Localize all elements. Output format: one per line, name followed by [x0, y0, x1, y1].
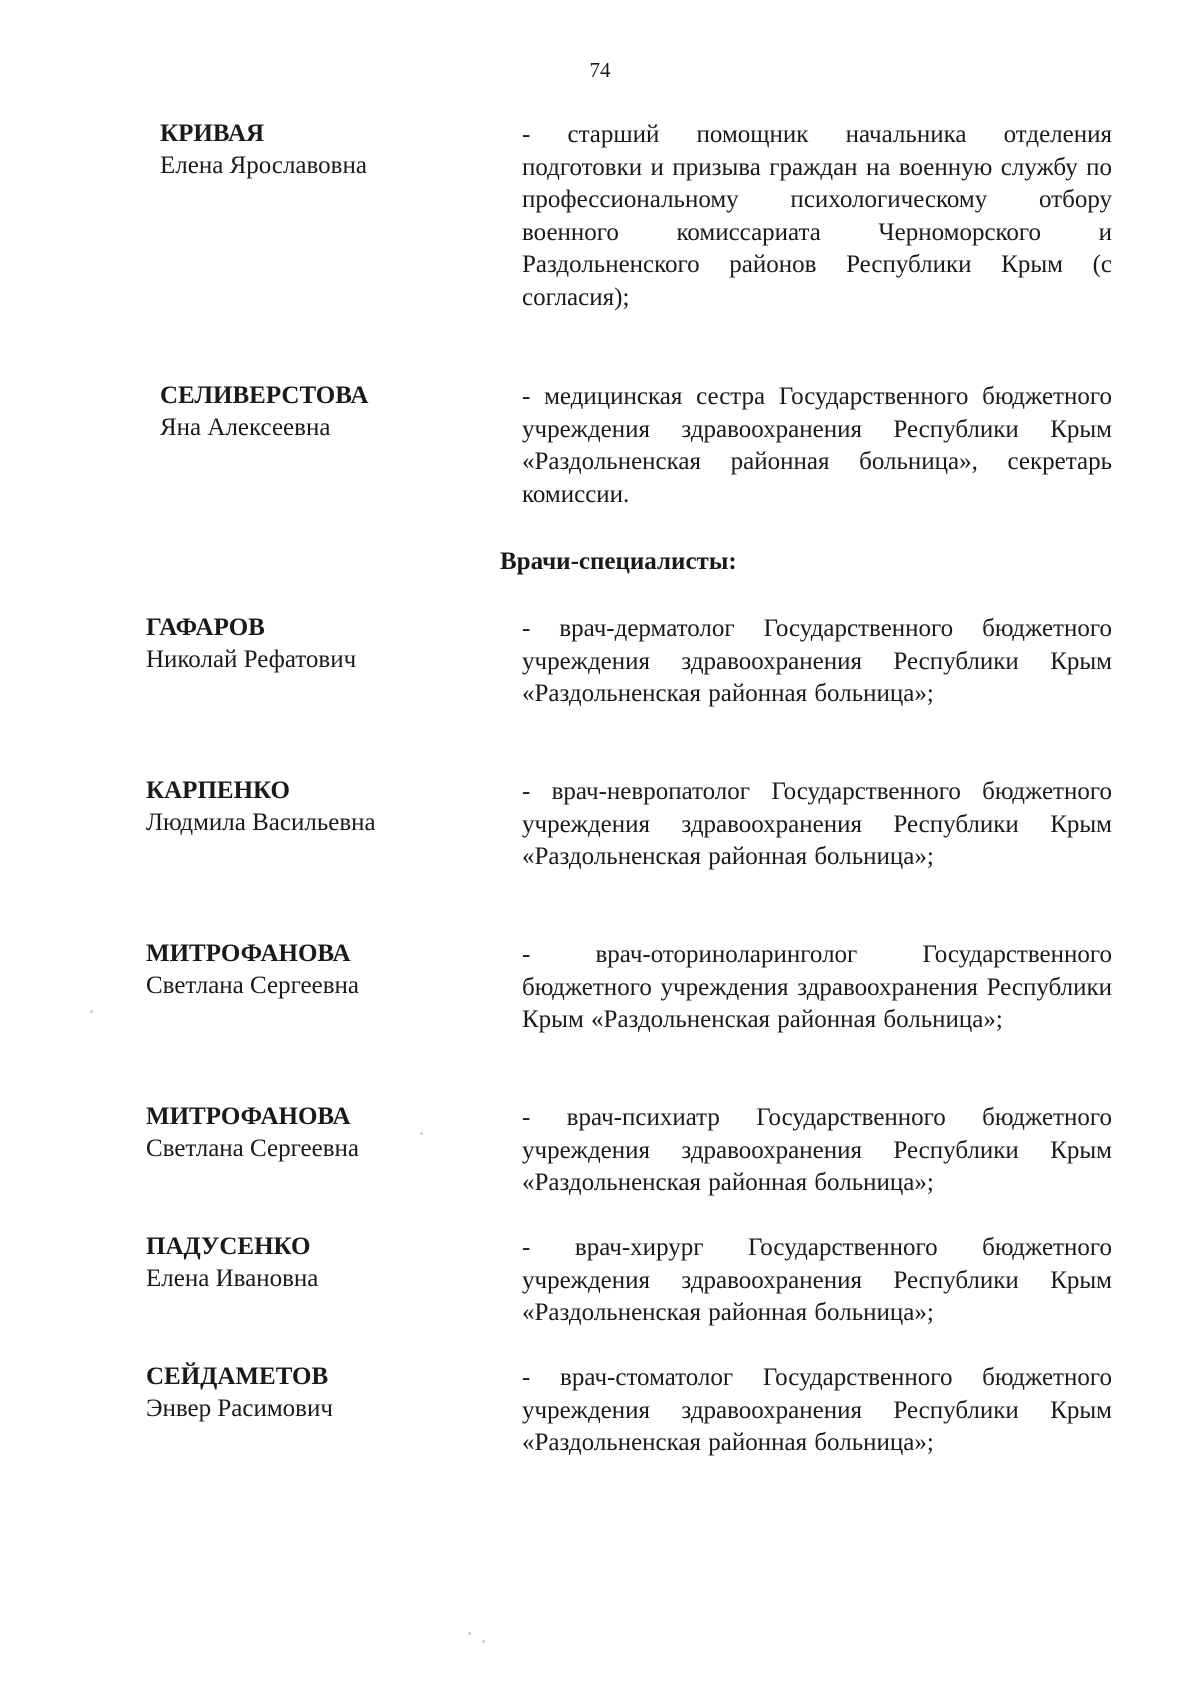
scan-speck [90, 1010, 93, 1013]
member-surname: СЕЛИВЕРСТОВА [160, 382, 369, 409]
member-given-name: Яна Алексеевна [160, 414, 331, 441]
specialist-name [146, 938, 466, 1002]
member-name [160, 118, 480, 182]
specialist-surname: ПАДУСЕНКО [146, 1233, 311, 1260]
specialist-surname: МИТРОФАНОВА [146, 940, 351, 967]
member-role: - медицинская сестра Государственного бюджетного учреждения здравоохранения Республики Крым «Раздольненская районная больница», секретарь комиссии. [522, 383, 1112, 508]
specialist-surname: МИТРОФАНОВА [146, 1103, 351, 1130]
specialist-role: - врач-оториноларинголог Государственного бюджетного учреждения здравоохранения Республики Крым «Раздольненская районная больница»; [522, 941, 1112, 1033]
specialist-name [146, 612, 466, 676]
specialist-role: - врач-дерматолог Государственного бюджетного учреждения здравоохранения Республики Крым «Раздольненская районная больница»; [522, 615, 1112, 707]
specialist-given-name: Людмила Васильевна [146, 809, 376, 836]
specialist-role: - врач-невропатолог Государственного бюджетного учреждения здравоохранения Республики Крым «Раздольненская районная больница»; [522, 778, 1112, 870]
specialist-name [146, 775, 466, 839]
specialist-surname: КАРПЕНКО [146, 777, 290, 804]
scan-speck [482, 1640, 485, 1643]
section-heading: Врачи-специалисты: [500, 548, 737, 575]
specialist-surname: СЕЙДАМЕТОВ [146, 1363, 329, 1390]
member-role: - старший помощник начальника отделения подготовки и призыва граждан на военную службу по профессиональному психологическому отбору военного комиссариата Черноморского и Раздольненского районов Республики Крым (с согласия); [522, 121, 1112, 311]
specialist-role: - врач-психиатр Государственного бюджетного учреждения здравоохранения Республики Крым «Раздольненская районная больница»; [522, 1104, 1112, 1196]
specialist-name [146, 1231, 466, 1295]
specialist-given-name: Энвер Расимович [146, 1395, 333, 1422]
scan-speck [468, 1632, 471, 1635]
scan-speck [420, 1132, 423, 1135]
specialist-name [146, 1361, 466, 1425]
specialist-surname: ГАФАРОВ [146, 614, 265, 641]
specialist-given-name: Николай Рефатович [146, 646, 357, 673]
specialist-role: - врач-стоматолог Государственного бюджетного учреждения здравоохранения Республики Крым «Раздольненская районная больница»; [522, 1364, 1112, 1456]
specialist-given-name: Елена Ивановна [146, 1265, 319, 1292]
specialist-given-name: Светлана Сергеевна [146, 972, 360, 999]
specialist-role: - врач-хирург Государственного бюджетного учреждения здравоохранения Республики Крым «Раздольненская районная больница»; [522, 1234, 1112, 1326]
specialist-given-name: Светлана Сергеевна [146, 1135, 360, 1162]
specialist-name [146, 1101, 466, 1165]
member-given-name: Елена Ярославовна [160, 152, 367, 179]
page-number: 74 [589, 58, 611, 82]
member-name [160, 380, 480, 444]
member-surname: КРИВАЯ [160, 120, 265, 147]
